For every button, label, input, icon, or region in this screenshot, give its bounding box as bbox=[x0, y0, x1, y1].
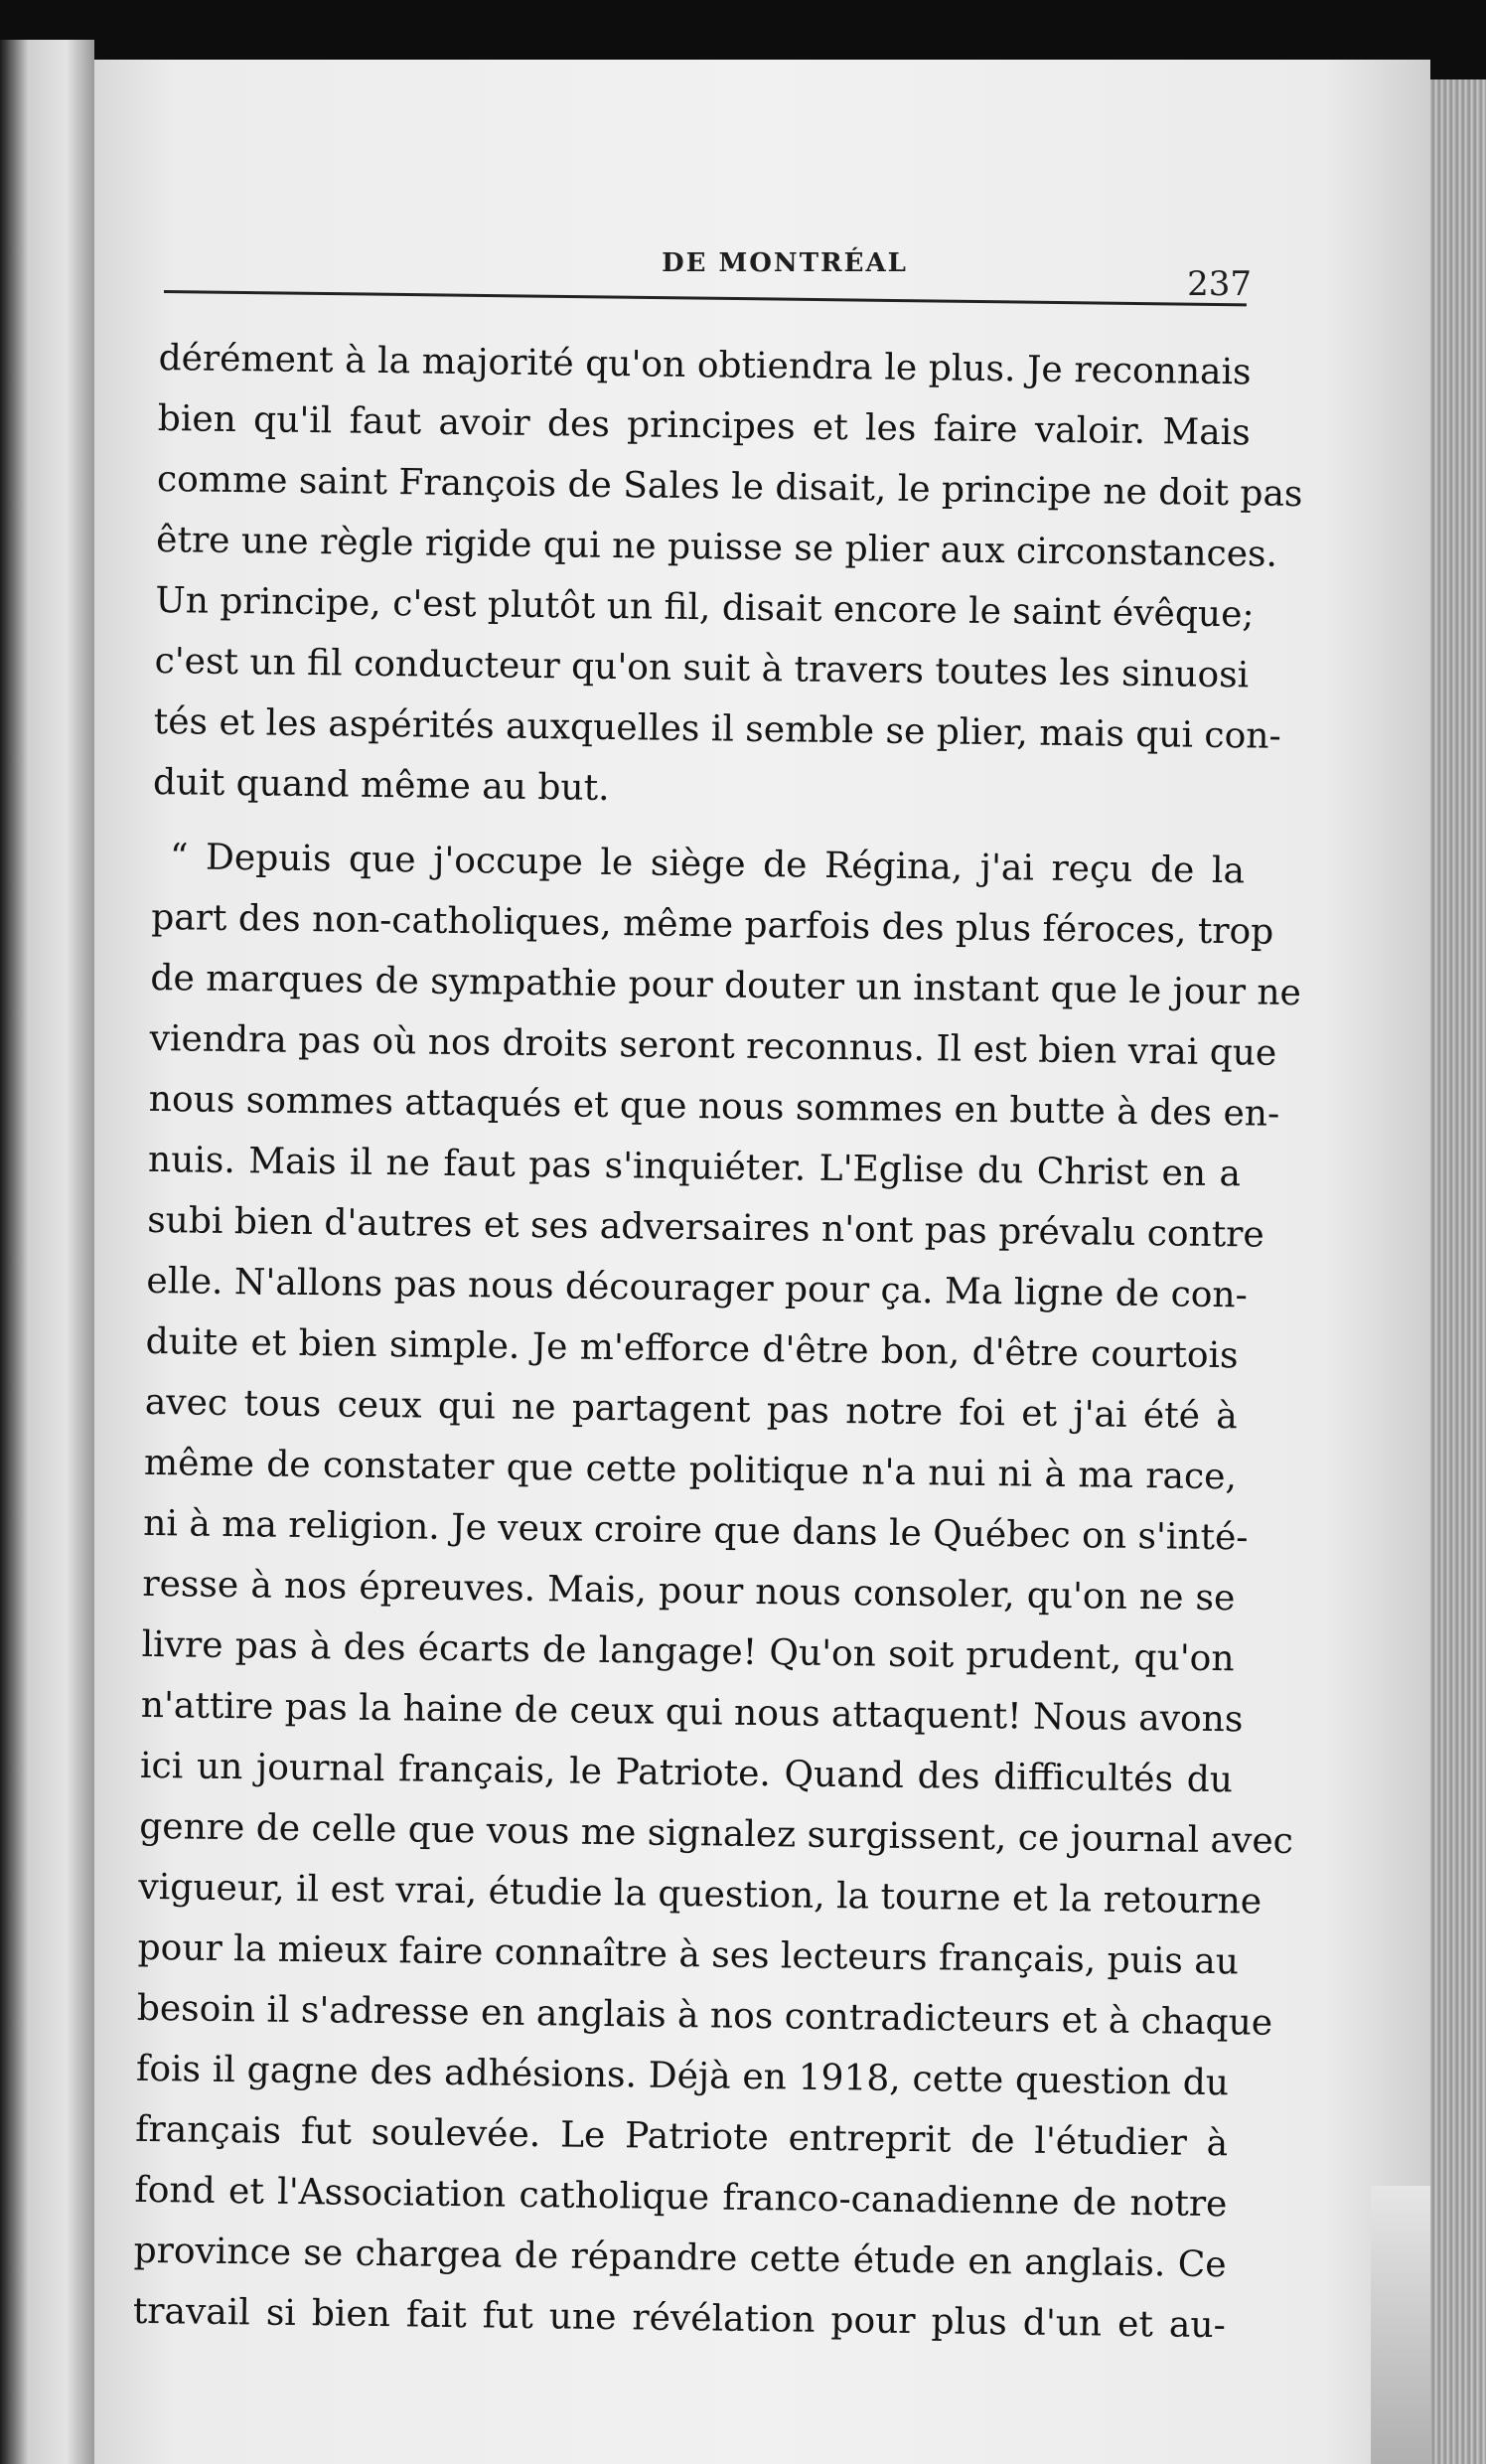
page-stack-edge bbox=[1430, 79, 1486, 2464]
text-line: elle. N'allons pas nous décourager pour ça. Ma ligne de con- bbox=[146, 1260, 1249, 1316]
text-line: duite et bien simple. Je m'efforce d'être bon, d'être courtois bbox=[145, 1320, 1239, 1377]
text-line: nuis. Mais il ne faut pas s'inquiéter. L'Eglise du Christ en a bbox=[147, 1139, 1242, 1195]
text-line: viendra pas où nos droits seront reconnus. Il est bien vrai que bbox=[149, 1017, 1277, 1074]
text-line: bien qu'il faut avoir des principes et les faire valoir. Mais bbox=[157, 397, 1251, 454]
text-line: livre pas à des écarts de langage! Qu'on soit prudent, qu'on bbox=[141, 1623, 1235, 1680]
text-line: genre de celle que vous me signalez surgissent, ce journal avec bbox=[138, 1805, 1294, 1863]
text-line: resse à nos épreuves. Mais, pour nous consoler, qu'on ne se bbox=[142, 1563, 1236, 1619]
text-line: pour la mieux faire connaître à ses lecteurs français, puis au bbox=[137, 1926, 1240, 1983]
text-line: avec tous ceux qui ne partagent pas notre foi et j'ai été à bbox=[144, 1381, 1239, 1438]
text-line: de marques de sympathie pour douter un instant que le jour ne bbox=[150, 957, 1302, 1014]
text-line: subi bien d'autres et ses adversaires n'ont pas prévalu contre bbox=[146, 1199, 1264, 1256]
text-line: duit quand même au but. bbox=[152, 761, 610, 809]
text-line: ici un journal français, le Patriote. Quand des difficultés du bbox=[139, 1745, 1234, 1801]
text-line: être une règle rigide qui ne puisse se plier aux circonstances. bbox=[155, 519, 1278, 575]
text-line: français fut soulevée. Le Patriote entreprit de l'étudier à bbox=[134, 2108, 1229, 2165]
text-line: même de constater que cette politique n'a nui ni à ma race, bbox=[143, 1442, 1238, 1498]
text-line: n'attire pas la haine de ceux qui nous attaquent! Nous avons bbox=[140, 1684, 1244, 1741]
text-line: province se chargea de répandre cette étude en anglais. Ce bbox=[133, 2230, 1227, 2286]
page-number: 237 bbox=[1187, 264, 1252, 304]
text-line: vigueur, il est vrai, étudie la question, la tourne et la retourne bbox=[138, 1866, 1263, 1923]
text-line: dérément à la majorité qu'on obtiendra le plus. Je reconnais bbox=[158, 337, 1252, 393]
text-line: ni à ma religion. Je veux croire que dans le Québec on s'inté- bbox=[142, 1502, 1249, 1559]
text-line: nous sommes attaqués et que nous sommes en butte à des en- bbox=[148, 1078, 1280, 1135]
text-line: travail si bien fait fut une révélation pour plus d'un et au- bbox=[132, 2290, 1227, 2347]
text-line: besoin il s'adresse en anglais à nos contradicteurs et à chaque bbox=[136, 1987, 1273, 2044]
text-line: fond et l'Association catholique franco-canadienne de notre bbox=[134, 2169, 1228, 2226]
previous-page-edge bbox=[0, 40, 94, 2464]
page-corner-shadow bbox=[1371, 2186, 1430, 2464]
body-text bbox=[132, 328, 1303, 2356]
text-line: Un principe, c'est plutôt un fil, disait encore le saint évêque; bbox=[155, 579, 1255, 636]
text-line: comme saint François de Sales le disait, le principe ne doit pas bbox=[156, 458, 1303, 516]
text-line: c'est un fil conducteur qu'on suit à travers toutes les sinuosi bbox=[154, 640, 1250, 696]
running-title: DE MONTRÉAL bbox=[662, 248, 908, 278]
paragraph-start-line: “ Depuis que j'occupe le siège de Régina, j'ai reçu de la bbox=[169, 837, 1246, 892]
text-line: part des non-catholiques, même parfois des plus féroces, trop bbox=[150, 896, 1274, 953]
text-line: tés et les aspérités auxquelles il semble se plier, mais qui con- bbox=[153, 700, 1281, 757]
text-line: fois il gagne des adhésions. Déjà en 1918, cette question du bbox=[135, 2048, 1230, 2104]
